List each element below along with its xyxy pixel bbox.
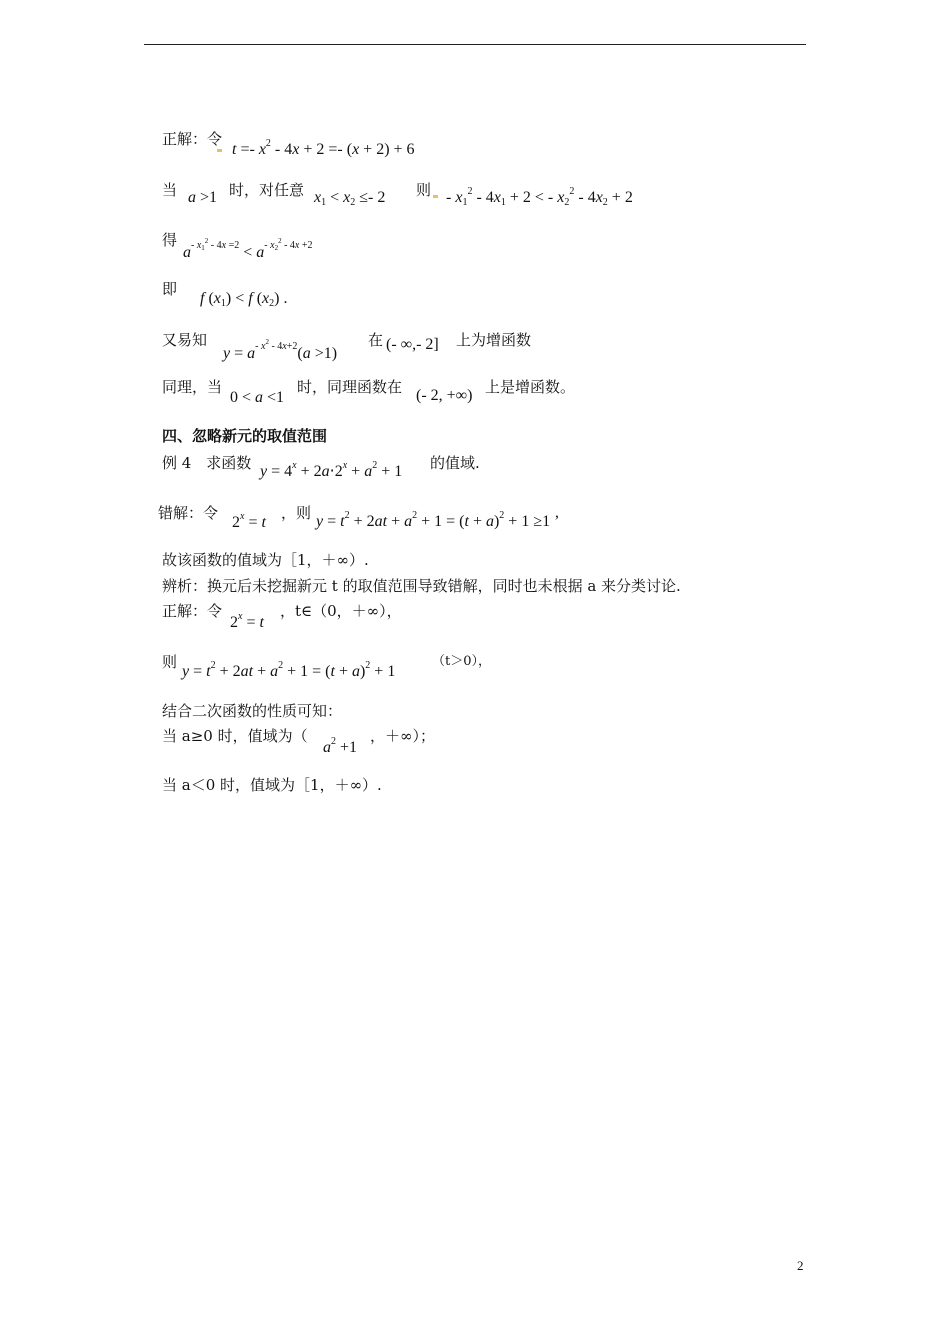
when-label: 当	[162, 181, 178, 199]
formula-wrong-y: $y = t^2 + 2at + a^2 + 1 = (t + a)^2 + 1 \ge 1$ ’	[316, 510, 560, 530]
case-1-label: 当 a≥0 时，值域为（	[162, 727, 308, 745]
formula-f-compare: f $(x_1) < f$ $(x_2)$ .	[200, 290, 288, 309]
formula-interval-1: (- ∞,- 2]	[386, 336, 439, 353]
case-1-end: ，＋∞）；	[370, 727, 435, 745]
section-heading: 四、忽略新元的取值范围	[162, 427, 328, 445]
then-label: 则	[162, 653, 178, 671]
namely-label: 即	[162, 280, 178, 298]
wrong-solution-label: 错解：令	[158, 504, 219, 522]
edit-marker-icon	[432, 186, 439, 204]
formula-y-def: $y = a^{- x^2 - 4x+2}(a >1)$	[223, 338, 338, 362]
example-4-end: 的值域.	[430, 454, 480, 472]
formula-x1-lt-x2: $x_1 < x_2 \le- 2$	[314, 189, 386, 208]
obtain-label: 得	[162, 231, 178, 249]
formula-a2-plus-1: $a^2 +1$	[323, 736, 358, 756]
formula-exponent-compare: $a^{- x_1^2 - 4x =2} < a^{- x_2^2 - 4x +2}$	[183, 237, 313, 261]
correct-solution-label-2: 正解：令	[162, 602, 223, 620]
case-2-text: 当 a＜0 时，值域为［1，＋∞）.	[162, 776, 382, 794]
correct-solution-label-1: 正解：令	[162, 130, 223, 148]
formula-a-gt-1: a >1	[188, 189, 218, 206]
then-text: 则	[416, 181, 432, 199]
formula-correct-y: $y = t^2 + 2at + a^2 + 1 = (t + a)^2 + 1$	[182, 660, 396, 680]
combine-text: 结合二次函数的性质可知：	[162, 702, 343, 720]
increasing-text: 上为增函数	[456, 331, 532, 349]
formula-example-4: $y = 4^x + 2a\cdot 2^x + a^2 + 1$	[260, 460, 403, 480]
correct-condition: ，t∈（0，＋∞），	[280, 602, 402, 620]
page-number: 2	[797, 1258, 804, 1273]
also-known-label: 又易知	[162, 331, 208, 349]
wrong-conclusion: 故该函数的值域为［1，＋∞）.	[162, 551, 369, 569]
header-rule	[144, 44, 806, 45]
similarly-mid-text: 时，同理函数在	[297, 378, 403, 396]
similarly-label: 同理，当	[162, 378, 223, 396]
formula-substitution: $t =- x^2 - 4x + 2 =- (x + 2) + 6$	[232, 138, 415, 158]
formula-0-lt-a-lt-1: 0 < a <1	[230, 389, 285, 406]
when-mid-text: 时，对任意	[229, 181, 305, 199]
formula-inequality: - $x_1^2 - 4x_1 + 2$ < - $x_2^2 - 4x_2 + 2$	[446, 186, 633, 208]
formula-interval-2: (- 2, +∞)	[416, 387, 473, 404]
edit-marker-icon	[216, 140, 223, 158]
formula-2x-eq-t-correct: $2^x = t$	[230, 611, 264, 631]
analysis-text: 辨析：换元后未挖掘新元 t 的取值范围导致错解，同时也未根据 a 来分类讨论.	[162, 577, 681, 595]
formula-2x-eq-t: $2^x = t$	[232, 511, 266, 531]
example-4-label: 例 4 求函数	[162, 454, 252, 472]
increasing-text-2: 上是增函数。	[485, 378, 576, 396]
then-condition: （t＞0），	[432, 654, 491, 669]
wrong-then-text: ，则	[281, 504, 312, 522]
on-text: 在	[368, 331, 384, 349]
